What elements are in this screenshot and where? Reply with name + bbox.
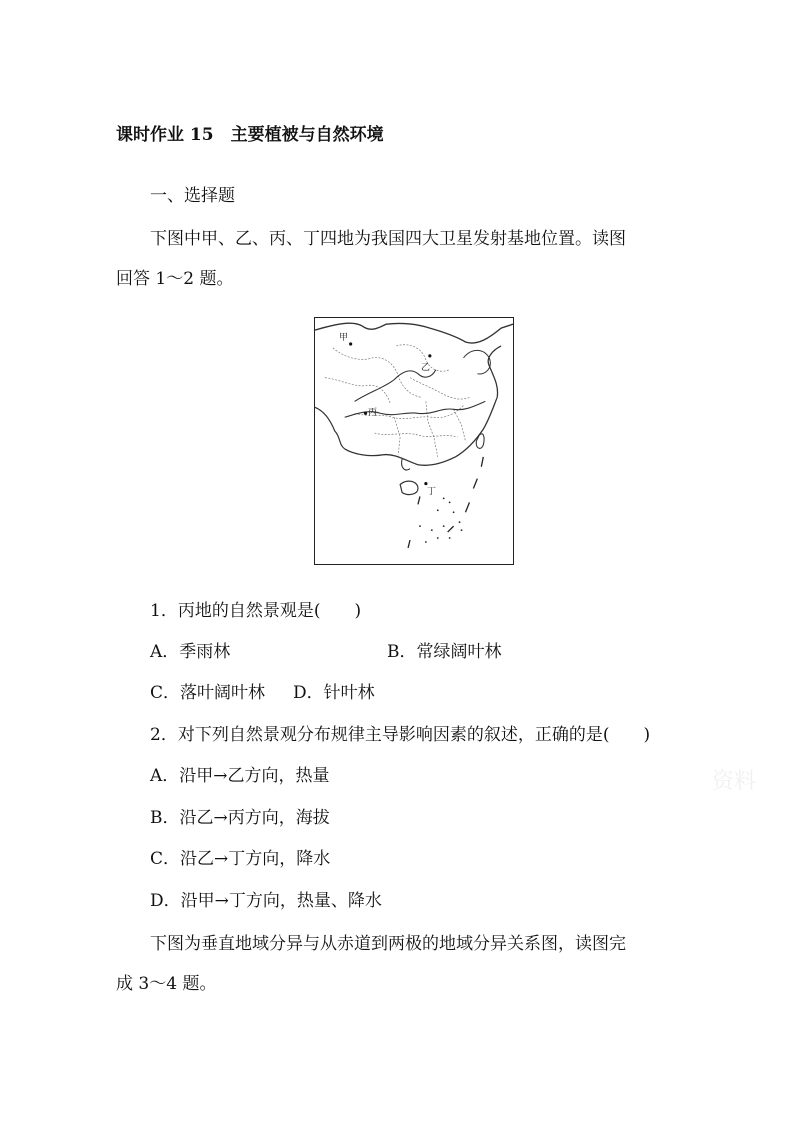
q2-option-d: D．沿甲→丁方向，热量、降水 (150, 891, 382, 911)
intro-1-line-2: 回答 1～2 题。 (116, 269, 234, 289)
q1-option-c: C．落叶阔叶林 (150, 683, 266, 703)
label-bing: 丙 (368, 408, 378, 418)
china-map-icon (315, 318, 513, 564)
q2-stem: 2．对下列自然景观分布规律主导影响因素的叙述，正确的是( ) (150, 725, 651, 745)
intro-2-line-2: 成 3～4 题。 (116, 974, 217, 994)
q1-option-a: A．季雨林 (150, 642, 231, 662)
intro-1-line-1: 下图中甲、乙、丙、丁四地为我国四大卫星发射基地位置。读图 (150, 229, 626, 249)
watermark: 资料 (712, 769, 757, 794)
q1-option-d: D．针叶林 (293, 683, 375, 703)
page-title: 课时作业 15 主要植被与自然环境 (116, 125, 384, 145)
label-yi: 乙 (421, 363, 431, 373)
china-map-figure (314, 317, 514, 565)
q2-option-a: A．沿甲→乙方向，热量 (150, 766, 330, 786)
q1-stem: 1．丙地的自然景观是( ) (150, 601, 362, 621)
section-heading: 一、选择题 (150, 186, 235, 206)
intro-2-line-1: 下图为垂直地域分异与从赤道到两极的地域分异关系图，读图完 (150, 934, 626, 954)
q1-option-b: B．常绿阔叶林 (387, 642, 502, 662)
label-jia: 甲 (339, 333, 349, 343)
label-ding: 丁 (427, 487, 437, 497)
q2-option-b: B．沿乙→丙方向，海拔 (150, 808, 330, 828)
q2-option-c: C．沿乙→丁方向，降水 (150, 849, 331, 869)
